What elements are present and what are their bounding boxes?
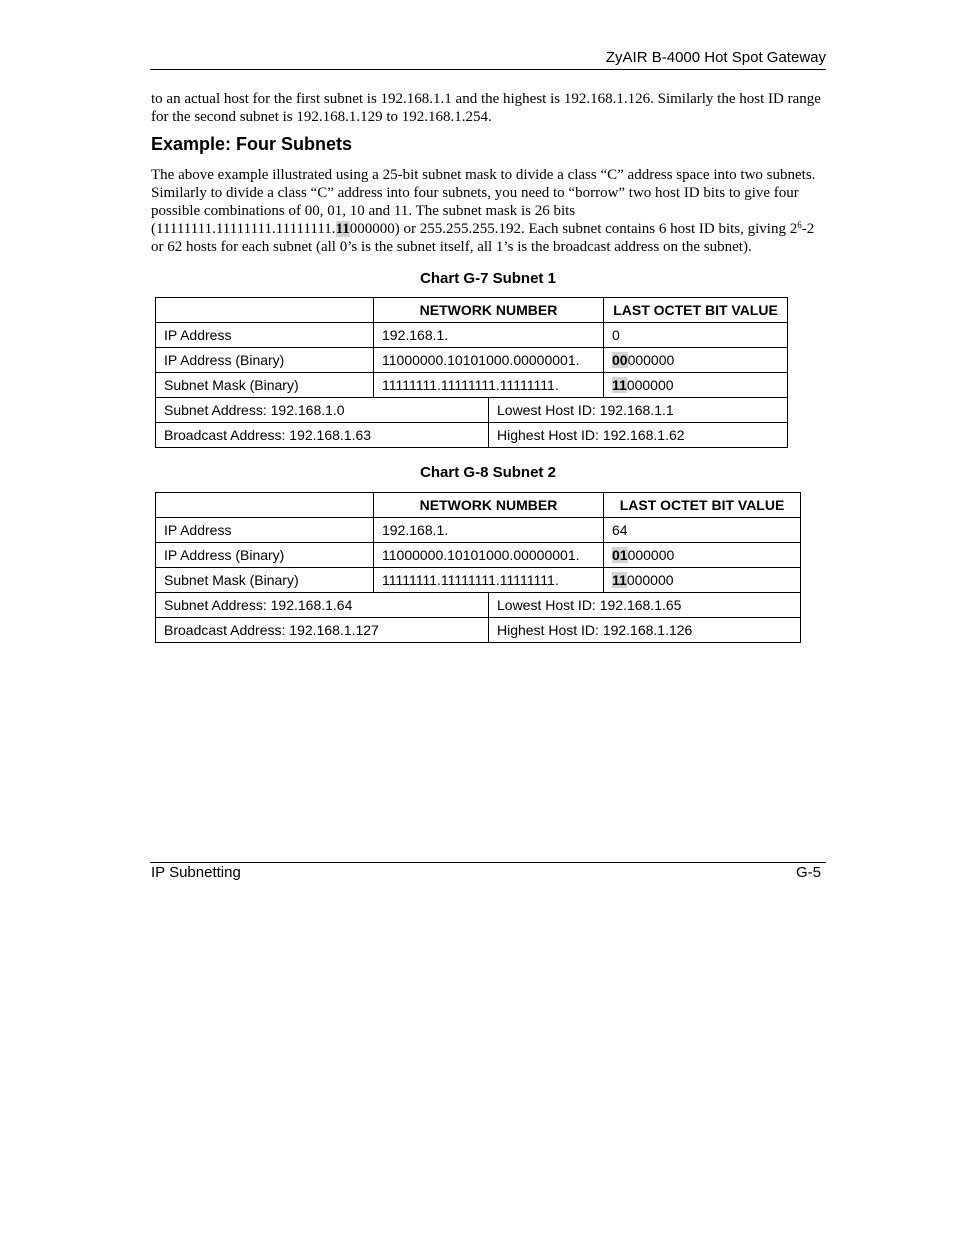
table-row	[156, 423, 788, 448]
row-label: IP Address (Binary)	[156, 348, 374, 373]
header-title: ZyAIR B-4000 Hot Spot Gateway	[605, 49, 826, 66]
chart-g7-table	[155, 297, 788, 448]
table-row	[156, 323, 788, 348]
octet-cell	[604, 323, 788, 348]
octet-cell	[604, 518, 801, 543]
section-paragraph-part1: The above example illustrated using a 25-bit subnet mask to divide a class “C” address space into two subnets. Similarly to divide a class “C” address into four subnets, you need to “borrow” two host ID bits to give four possible combinations of 00, 01, 10 and 11. The subnet mask is 26 bits (11111111.11111111.11111111.	[151, 167, 816, 237]
octet-highlight-bits: 11	[612, 572, 627, 588]
section-paragraph-part2: 000000) or 255.255.255.192. Each subnet contains 6 host ID bits, giving 2	[349, 221, 798, 237]
network-cell: 11111111.11111111.11111111.	[374, 373, 604, 398]
octet-rest-bits: 000000	[626, 377, 674, 393]
header-rule	[150, 69, 826, 70]
octet-cell	[604, 373, 788, 398]
octet-rest-bits: 64	[612, 522, 628, 538]
table-header-row	[156, 493, 801, 518]
table-row	[156, 543, 801, 568]
octet-cell	[604, 543, 801, 568]
table-row	[156, 348, 788, 373]
octet-rest-bits: 000000	[626, 572, 674, 588]
header-empty-cell	[156, 493, 374, 518]
section-paragraph-superscript: 6	[797, 220, 802, 230]
last-octet-header: LAST OCTET BIT VALUE	[604, 298, 788, 323]
section-heading: Example: Four Subnets	[151, 134, 353, 154]
chart-g7-title: Chart G-7 Subnet 1	[420, 270, 556, 287]
lowest-host-cell: Lowest Host ID: 192.168.1.65	[489, 593, 801, 618]
octet-cell	[604, 568, 801, 593]
network-cell: 192.168.1.	[374, 323, 604, 348]
octet-highlight-bits: 00	[612, 352, 628, 368]
section-paragraph-highlight: 11	[335, 221, 350, 237]
octet-cell	[604, 348, 788, 373]
table-row	[156, 568, 801, 593]
network-number-header: NETWORK NUMBER	[374, 298, 604, 323]
highest-host-cell: Highest Host ID: 192.168.1.62	[489, 423, 788, 448]
octet-highlight-bits: 11	[612, 377, 627, 393]
octet-rest-bits: 0	[612, 327, 620, 343]
row-label: Subnet Mask (Binary)	[156, 373, 374, 398]
network-cell: 11000000.10101000.00000001.	[374, 543, 604, 568]
header-empty-cell	[156, 298, 374, 323]
network-cell: 192.168.1.	[374, 518, 604, 543]
broadcast-address-cell: Broadcast Address: 192.168.1.127	[156, 618, 489, 643]
chart-g8-table	[155, 492, 801, 643]
footer-section-name: IP Subnetting	[151, 864, 241, 881]
intro-paragraph: to an actual host for the first subnet is 192.168.1.1 and the highest is 192.168.1.126. Similarly the host ID range for the second subnet is 192.168.1.129 to 192.168.1.254.	[151, 91, 821, 125]
table-row	[156, 593, 801, 618]
network-cell: 11111111.11111111.11111111.	[374, 568, 604, 593]
broadcast-address-cell: Broadcast Address: 192.168.1.63	[156, 423, 489, 448]
section-paragraph	[151, 166, 827, 256]
octet-rest-bits: 000000	[627, 547, 675, 563]
table-row	[156, 398, 788, 423]
octet-rest-bits: 000000	[627, 352, 675, 368]
row-label: IP Address (Binary)	[156, 543, 374, 568]
subnet-address-cell: Subnet Address: 192.168.1.64	[156, 593, 489, 618]
lowest-host-cell: Lowest Host ID: 192.168.1.1	[489, 398, 788, 423]
row-label: Subnet Mask (Binary)	[156, 568, 374, 593]
row-label: IP Address	[156, 518, 374, 543]
footer-page-number: G-5	[795, 864, 821, 881]
chart-g8-title: Chart G-8 Subnet 2	[420, 464, 556, 481]
table-header-row	[156, 298, 788, 323]
last-octet-header: LAST OCTET BIT VALUE	[604, 493, 801, 518]
network-cell: 11000000.10101000.00000001.	[374, 348, 604, 373]
network-number-header: NETWORK NUMBER	[374, 493, 604, 518]
footer-rule	[150, 862, 826, 863]
table-row	[156, 518, 801, 543]
octet-highlight-bits: 01	[612, 547, 628, 563]
table-row	[156, 373, 788, 398]
highest-host-cell: Highest Host ID: 192.168.1.126	[489, 618, 801, 643]
row-label: IP Address	[156, 323, 374, 348]
section-paragraph-part3: -2 or 62 hosts for each subnet (all 0’s is the subnet itself, all 1’s is the broadcast address on the subnet).	[151, 221, 815, 255]
table-row	[156, 618, 801, 643]
subnet-address-cell: Subnet Address: 192.168.1.0	[156, 398, 489, 423]
